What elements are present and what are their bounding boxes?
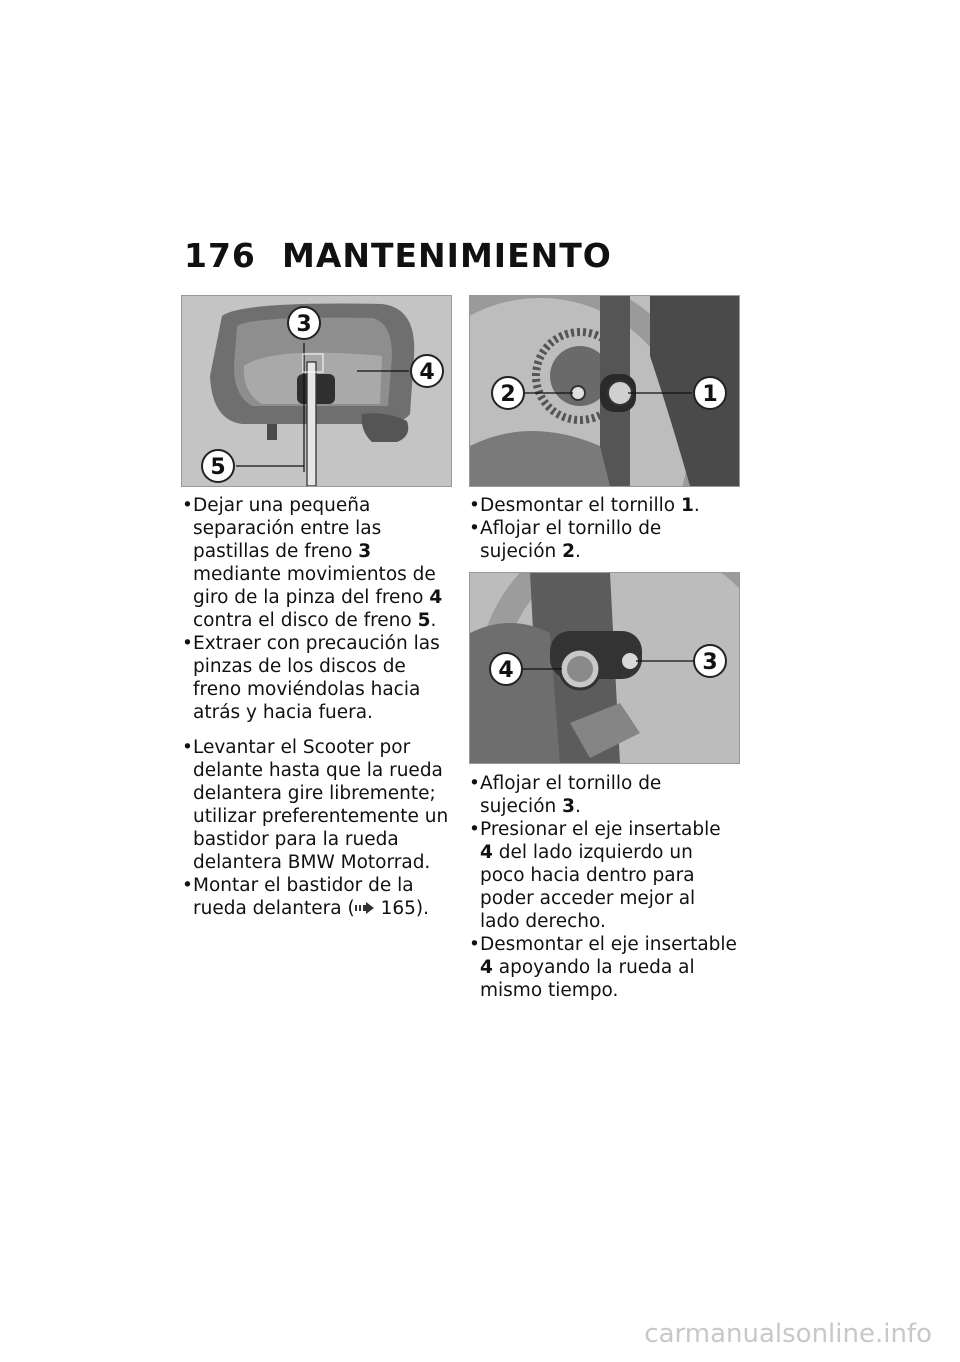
callout-1 [694,377,726,409]
svg-text:3: 3 [296,312,312,337]
figure-wheel-axle-right [469,295,740,487]
page-header [184,236,612,275]
list-item: • Dejar una pequeña separación entre las pastillas de freno 3 mediante movimientos de giro de la pinza del freno 4 contra el disco de freno 5. [183,494,449,632]
callout-5 [202,450,234,482]
figure-brake-caliper [181,295,452,487]
list-item: • Aflojar el tornillo de sujeción 3. [470,772,738,818]
callout-2 [492,377,524,409]
step-list [183,494,449,920]
svg-text:4: 4 [419,360,435,385]
svg-text:4: 4 [498,658,514,683]
section-title: MANTENIMIENTO [282,236,612,275]
watermark: carmanualsonline.info [644,1319,932,1349]
callout-3 [288,307,320,339]
callout-4 [490,653,522,685]
callout-3 [694,645,726,677]
wheel-axle-left-illustration [470,573,739,763]
list-item: • Levantar el Scooter por delante hasta que la rueda delantera gire libremente; utilizar preferentemente un bastidor para la rueda delantera BMW Motorrad. [183,736,449,874]
svg-text:3: 3 [702,650,718,675]
list-item: • Desmontar el tornillo 1. [470,494,738,517]
step-list [470,494,738,563]
wheel-axle-illustration [470,296,739,486]
left-column [183,494,449,920]
callout-4 [411,355,443,387]
list-item: • Aflojar el tornillo de sujeción 2. [470,517,738,563]
list-item: • Extraer con precaución las pinzas de los discos de freno moviéndolas hacia atrás y hacia fuera. [183,632,449,724]
page-number: 176 [184,236,256,275]
right-column-top [470,494,738,563]
list-item: • Presionar el eje insertable 4 del lado izquierdo un poco hacia dentro para poder acceder mejor al lado derecho. [470,818,738,933]
svg-text:1: 1 [702,382,718,407]
page-reference[interactable]: 165 [380,898,416,919]
list-item: • Montar el bastidor de la rueda delantera ( 165). [183,874,449,920]
step-list [470,772,738,1002]
svg-text:5: 5 [210,455,226,480]
right-column-bottom [470,772,738,1002]
list-item: • Desmontar el eje insertable 4 apoyando la rueda al mismo tiempo. [470,933,738,1002]
svg-text:2: 2 [500,382,516,407]
arrow-ref-icon [355,898,375,919]
figure-wheel-axle-left [469,572,740,764]
brake-caliper-illustration [182,296,451,486]
